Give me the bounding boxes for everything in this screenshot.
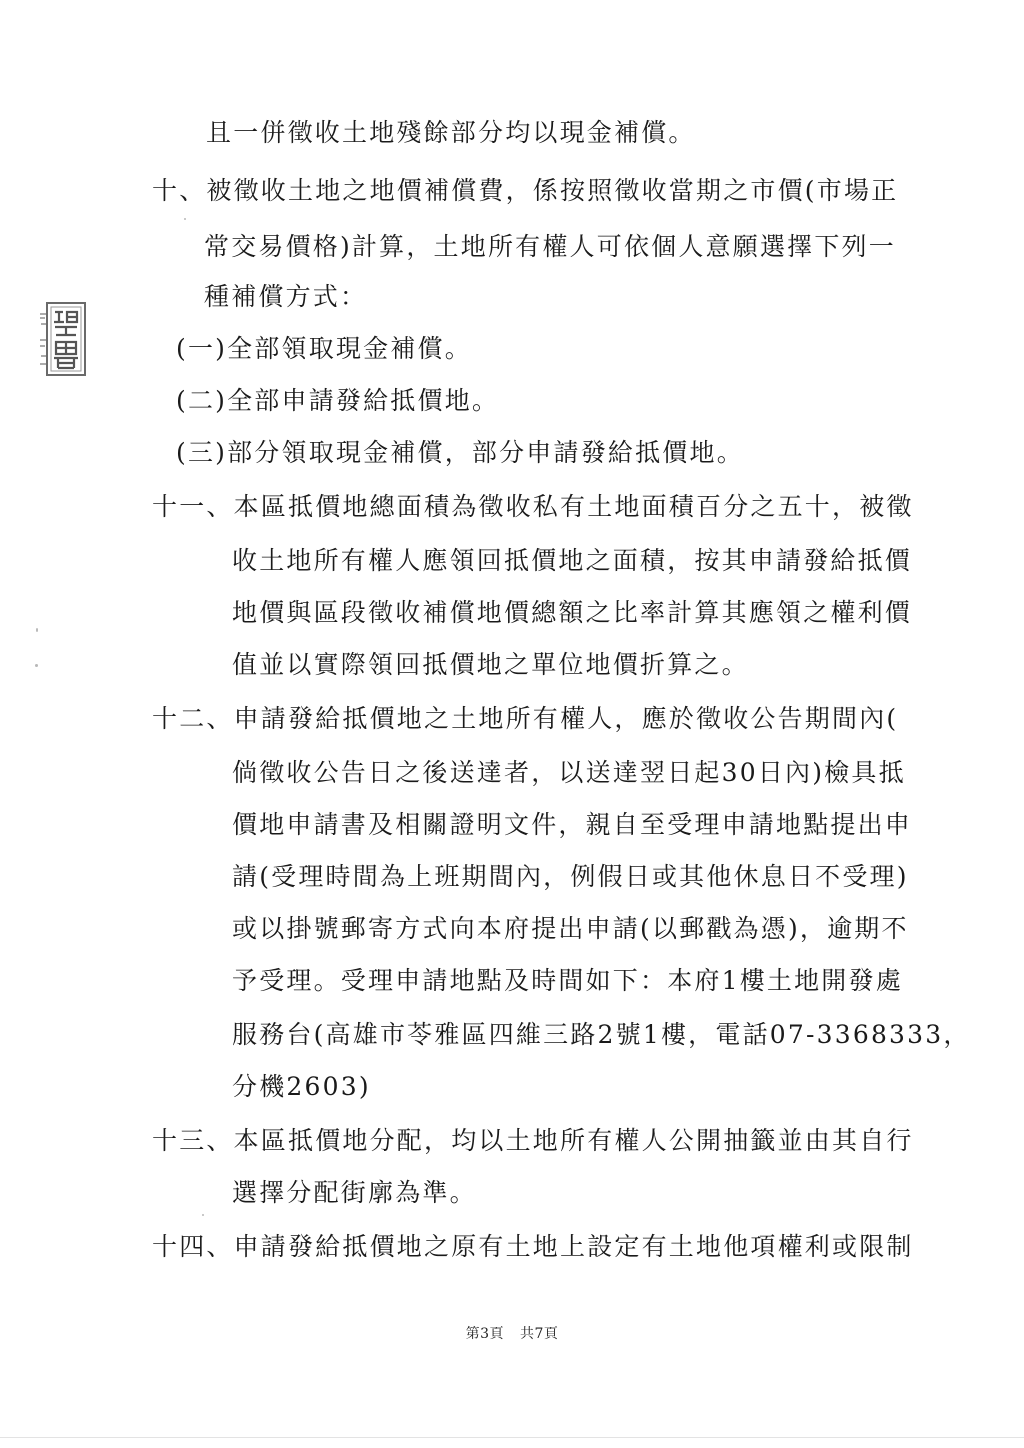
text-line-6: (二)全部申請發給抵價地。: [176, 386, 500, 415]
text-line-12: 十二、申請發給抵價地之土地所有權人，應於徵收公告期間內(: [152, 704, 899, 733]
text-line-10: 地價與區段徵收補償地價總額之比率計算其應領之權利價: [232, 598, 913, 627]
text-line-4: 種補償方式：: [204, 282, 368, 311]
text-line-11: 值並以實際領回抵價地之單位地價折算之。: [232, 650, 749, 679]
scan-speck: [35, 664, 38, 667]
text-line-5: (一)全部領取現金補償。: [176, 334, 472, 363]
text-line-2: 十、被徵收土地之地價補償費，係按照徵收當期之市價(市場正: [152, 176, 899, 205]
text-line-16: 或以掛號郵寄方式向本府提出申請(以郵戳為憑)，逾期不: [232, 914, 909, 943]
scan-speck: [36, 628, 38, 632]
text-line-21: 選擇分配街廓為準。: [232, 1178, 477, 1207]
page-total: 共7頁: [520, 1326, 559, 1342]
text-line-8: 十一、本區抵價地總面積為徵收私有土地面積百分之五十，被徵: [152, 492, 914, 521]
scan-edge-line: [0, 1437, 1024, 1438]
text-line-19: 分機2603): [232, 1072, 371, 1101]
text-line-15: 請(受理時間為上班期間內，例假日或其他休息日不受理): [232, 862, 909, 891]
text-line-14: 價地申請書及相關證明文件，親自至受理申請地點提出申: [232, 810, 913, 839]
text-line-17: 予受理。受理申請地點及時間如下：本府1樓土地開發處: [232, 966, 903, 995]
text-line-9: 收土地所有權人應領回抵價地之面積，按其申請發給抵價: [232, 546, 913, 575]
text-line-7: (三)部分領取現金補償，部分申請發給抵價地。: [176, 438, 744, 467]
page-footer: [0, 1323, 1024, 1343]
scan-speck: [184, 218, 186, 220]
text-line-3: 常交易價格)計算，土地所有權人可依個人意願選擇下列一: [204, 232, 896, 261]
seal-stamp-icon: [38, 300, 86, 378]
text-line-13: 倘徵收公告日之後送達者，以送達翌日起30日內)檢具抵: [232, 758, 906, 787]
text-line-18: 服務台(高雄市苓雅區四維三路2號1樓，電話07-3368333，: [232, 1020, 971, 1049]
text-line-1: 且一併徵收土地殘餘部分均以現金補償。: [206, 118, 696, 147]
text-line-22: 十四、申請發給抵價地之原有土地上設定有土地他項權利或限制: [152, 1232, 914, 1261]
scan-speck: [202, 1214, 204, 1216]
text-line-20: 十三、本區抵價地分配，均以土地所有權人公開抽籤並由其自行: [152, 1126, 914, 1155]
page-number: 第3頁: [465, 1326, 504, 1342]
